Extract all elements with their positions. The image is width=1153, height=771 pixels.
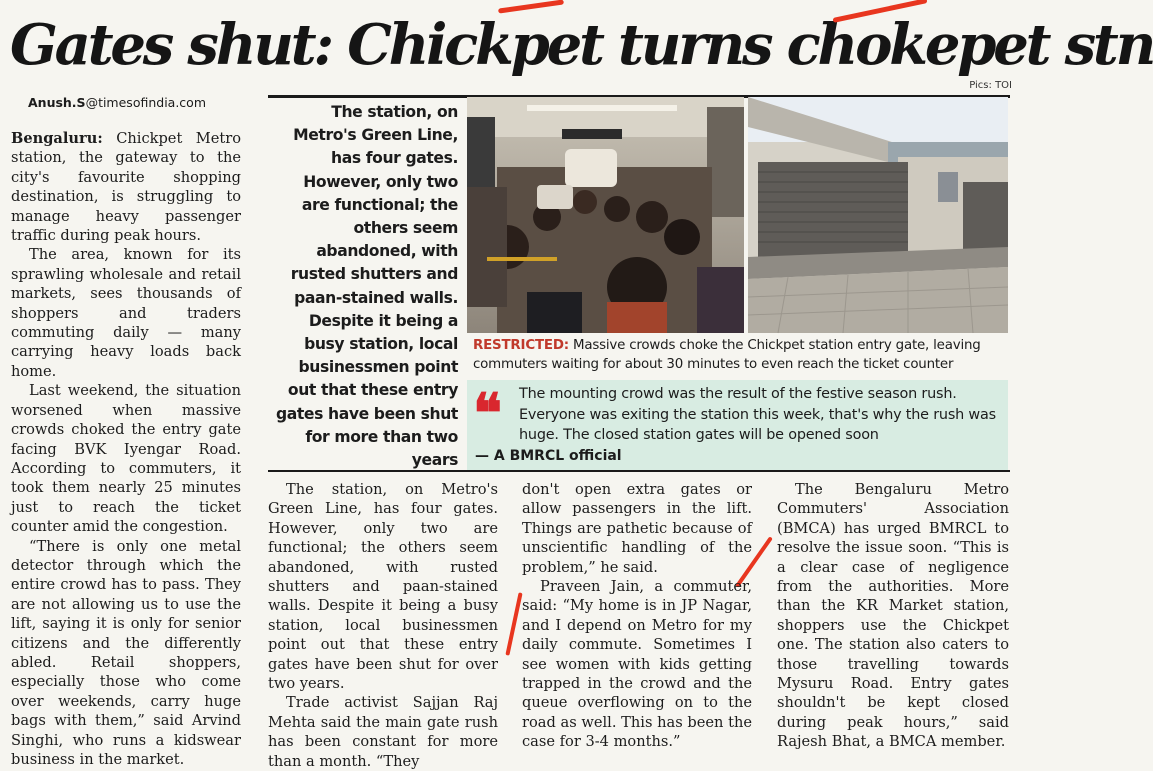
dateline: Bengaluru: <box>11 130 103 147</box>
crowd-photo-image <box>467 97 744 333</box>
paragraph: Praveen Jain, a commuter, said: “My home is in JP Nagar, and I depend on Metro for my daily commute. Sometimes I see women with kids getting trapped in the crowd and the queue overflowing on to the road as well. This has been the case for 3-4 months.” <box>522 578 752 751</box>
paragraph: The Bengaluru Metro Commuters' Association (BMCA) has urged BMRCL to resolve the issue soon. “This is a clear case of negligence from the authorities. More than the KR Market station, shoppers use the Chickpet one. The station also caters to those travelling towards Mysuru Road. Entry gates shouldn't be kept closed during peak hours,” said Rajesh Bhat, a BMCA member. <box>777 481 1009 751</box>
caption-tag: RESTRICTED: <box>473 338 569 353</box>
photo-caption <box>467 336 1008 378</box>
lead-paragraph <box>11 129 241 245</box>
pen-mark-col3-1 <box>505 592 522 655</box>
pull-quote: The station, on Metro's Green Line, has four gates. However, only two are functional; the others seem abandoned, with rusted shutters and paan-stained walls. Despite it being a busy station, local businessmen point out that these entry gates have been shut for more than two years <box>275 103 458 470</box>
article-column-2 <box>268 480 498 771</box>
article-column-4 <box>777 480 1009 752</box>
section-rule <box>268 470 1010 472</box>
headline: Gates shut: Chickpet turns chokepet stn <box>10 12 1153 78</box>
byline-domain: @timesofindia.com <box>85 95 206 110</box>
paragraph: The area, known for its sprawling wholesale and retail markets, sees thousands of shoppers and traders commuting daily — many carrying heavy loads back home. <box>11 246 241 380</box>
article-column-3 <box>522 480 752 752</box>
quote-mark-icon: ❝ <box>473 381 503 445</box>
byline <box>28 95 206 110</box>
caption-text: Massive crowds choke the Chickpet station entry gate, leaving commuters waiting for about 30 minutes to even reach the ticket counter <box>473 338 981 372</box>
photo-credit: Pics: TOI <box>969 80 1012 91</box>
official-quote-text: The mounting crowd was the result of the festive season rush. Everyone was exiting the station this week, that's why the rush was huge. The closed station gates will be opened soon <box>519 386 996 443</box>
paragraph: don't open extra gates or allow passengers in the lift. Things are pathetic because of unscientific handling of the problem,” he said. <box>522 481 752 576</box>
crowd-photo <box>467 97 744 333</box>
article-column-1 <box>11 129 241 769</box>
paragraph: “There is only one metal detector through which the entire crowd has to pass. They are not allowing us to use the lift, saying it is only for senior citizens and the differently abled. Retail shoppers, especially those who come over weekends, carry huge bags with them,” said Arvind Singhi, who runs a kidswear business in the market. <box>11 537 241 768</box>
shutter-photo-image <box>748 97 1008 333</box>
byline-name: Anush.S <box>28 95 86 110</box>
official-quote-attribution: — A BMRCL official <box>475 448 622 464</box>
shutter-photo <box>748 97 1008 333</box>
paragraph: Last weekend, the situation worsened when massive crowds choked the entry gate facing BVK Iyengar Road. According to commuters, it took them nearly 25 minutes just to reach the ticket counter amid the congestion. <box>11 382 241 536</box>
official-quote-box <box>467 380 1008 470</box>
paragraph: Trade activist Sajjan Raj Mehta said the main gate rush has been constant for more than a month. “They <box>268 694 498 770</box>
paragraph-text: Chickpet Metro station, the gateway to the city's favourite shopping destination, is struggling to manage heavy passenger traffic during peak hours. <box>11 130 241 245</box>
paragraph: The station, on Metro's Green Line, has four gates. However, only two are functional; the others seem abandoned, with rusted shutters and paan-stained walls. Despite it being a busy station, local businessmen point out that these entry gates have been shut for over two years. <box>268 481 498 693</box>
